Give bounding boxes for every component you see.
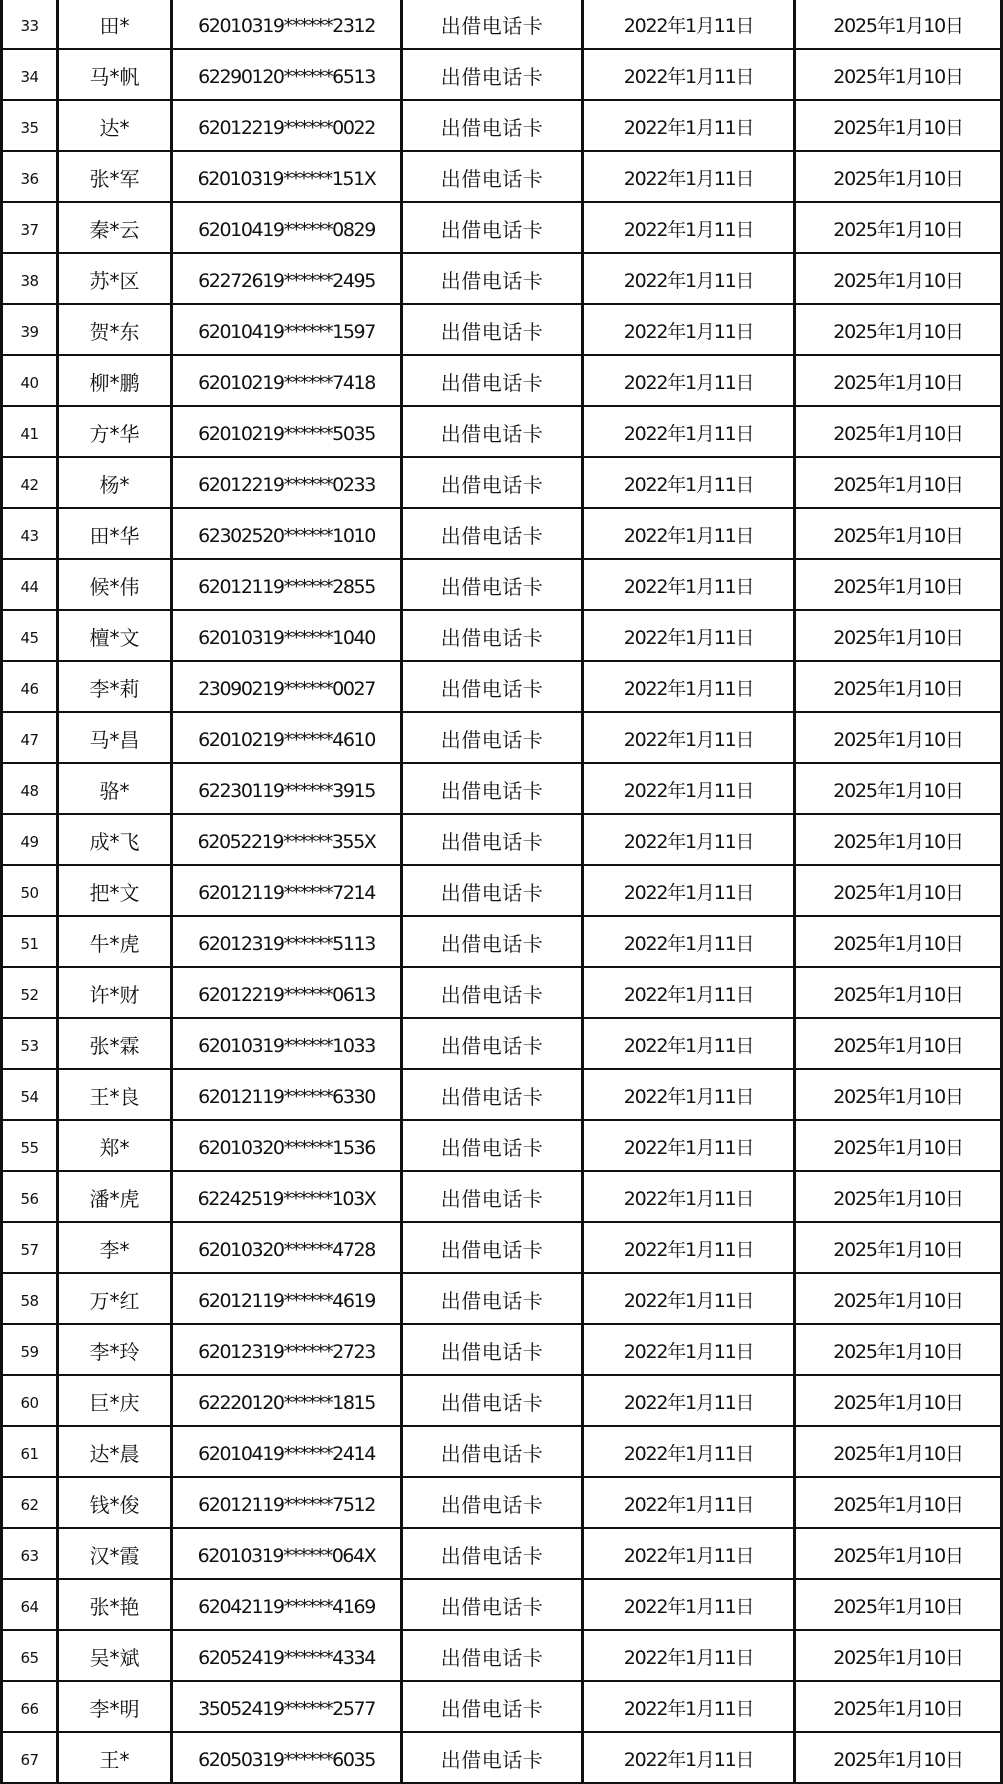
name-cell: 杨* — [58, 457, 172, 508]
offense-type-cell: 出借电话卡 — [402, 406, 583, 457]
id-number-cell: 62010419******0829 — [172, 202, 402, 253]
end-date-cell: 2025年1月10日 — [795, 712, 1002, 763]
start-date-cell: 2022年1月11日 — [583, 1732, 795, 1783]
offense-type-cell: 出借电话卡 — [402, 1375, 583, 1426]
offense-type-cell: 出借电话卡 — [402, 1681, 583, 1732]
end-date-cell: 2025年1月10日 — [795, 355, 1002, 406]
start-date-cell: 2022年1月11日 — [583, 814, 795, 865]
table-row — [2, 1375, 1002, 1426]
end-date-cell: 2025年1月10日 — [795, 1375, 1002, 1426]
table-row — [2, 1630, 1002, 1681]
start-date-cell: 2022年1月11日 — [583, 1681, 795, 1732]
name-cell: 达* — [58, 100, 172, 151]
start-date-cell: 2022年1月11日 — [583, 100, 795, 151]
name-cell: 贺*东 — [58, 304, 172, 355]
serial-number-cell: 41 — [2, 406, 58, 457]
name-cell: 李*明 — [58, 1681, 172, 1732]
offense-type-cell: 出借电话卡 — [402, 916, 583, 967]
offense-type-cell: 出借电话卡 — [402, 1069, 583, 1120]
start-date-cell: 2022年1月11日 — [583, 49, 795, 100]
id-number-cell: 62302520******1010 — [172, 508, 402, 559]
id-number-cell: 62042119******4169 — [172, 1579, 402, 1630]
end-date-cell: 2025年1月10日 — [795, 1120, 1002, 1171]
serial-number-cell: 67 — [2, 1732, 58, 1783]
table-row — [2, 457, 1002, 508]
serial-number-cell: 35 — [2, 100, 58, 151]
offense-type-cell: 出借电话卡 — [402, 151, 583, 202]
serial-number-cell: 57 — [2, 1222, 58, 1273]
table-row — [2, 49, 1002, 100]
id-number-cell: 62010319******151X — [172, 151, 402, 202]
name-cell: 方*华 — [58, 406, 172, 457]
serial-number-cell: 55 — [2, 1120, 58, 1171]
table-row — [2, 1426, 1002, 1477]
name-cell: 李* — [58, 1222, 172, 1273]
table-row — [2, 559, 1002, 610]
serial-number-cell: 50 — [2, 865, 58, 916]
id-number-cell: 62012319******2723 — [172, 1324, 402, 1375]
table-row — [2, 763, 1002, 814]
serial-number-cell: 60 — [2, 1375, 58, 1426]
table-row — [2, 1528, 1002, 1579]
start-date-cell: 2022年1月11日 — [583, 610, 795, 661]
start-date-cell: 2022年1月11日 — [583, 1375, 795, 1426]
name-cell: 秦*云 — [58, 202, 172, 253]
serial-number-cell: 43 — [2, 508, 58, 559]
serial-number-cell: 54 — [2, 1069, 58, 1120]
end-date-cell: 2025年1月10日 — [795, 49, 1002, 100]
start-date-cell: 2022年1月11日 — [583, 1630, 795, 1681]
id-number-cell: 62010319******064X — [172, 1528, 402, 1579]
offense-type-cell: 出借电话卡 — [402, 202, 583, 253]
serial-number-cell: 48 — [2, 763, 58, 814]
serial-number-cell: 66 — [2, 1681, 58, 1732]
name-cell: 吴*斌 — [58, 1630, 172, 1681]
start-date-cell: 2022年1月11日 — [583, 0, 795, 49]
id-number-cell: 62010419******2414 — [172, 1426, 402, 1477]
offense-type-cell: 出借电话卡 — [402, 1018, 583, 1069]
offense-type-cell: 出借电话卡 — [402, 967, 583, 1018]
end-date-cell: 2025年1月10日 — [795, 1681, 1002, 1732]
name-cell: 王*良 — [58, 1069, 172, 1120]
name-cell: 张*军 — [58, 151, 172, 202]
id-number-cell: 62010419******1597 — [172, 304, 402, 355]
id-number-cell: 62012119******7214 — [172, 865, 402, 916]
offense-type-cell: 出借电话卡 — [402, 559, 583, 610]
start-date-cell: 2022年1月11日 — [583, 355, 795, 406]
offense-type-cell: 出借电话卡 — [402, 1630, 583, 1681]
name-cell: 潘*虎 — [58, 1171, 172, 1222]
end-date-cell: 2025年1月10日 — [795, 0, 1002, 49]
id-number-cell: 62012119******6330 — [172, 1069, 402, 1120]
end-date-cell: 2025年1月10日 — [795, 304, 1002, 355]
name-cell: 张*艳 — [58, 1579, 172, 1630]
table-row — [2, 1324, 1002, 1375]
serial-number-cell: 34 — [2, 49, 58, 100]
serial-number-cell: 52 — [2, 967, 58, 1018]
name-cell: 苏*区 — [58, 253, 172, 304]
id-number-cell: 62012219******0613 — [172, 967, 402, 1018]
end-date-cell: 2025年1月10日 — [795, 1477, 1002, 1528]
serial-number-cell: 53 — [2, 1018, 58, 1069]
id-number-cell: 62220120******1815 — [172, 1375, 402, 1426]
name-cell: 巨*庆 — [58, 1375, 172, 1426]
end-date-cell: 2025年1月10日 — [795, 1171, 1002, 1222]
offense-type-cell: 出借电话卡 — [402, 1426, 583, 1477]
start-date-cell: 2022年1月11日 — [583, 1120, 795, 1171]
table-row — [2, 100, 1002, 151]
name-cell: 许*财 — [58, 967, 172, 1018]
id-number-cell: 62010319******1033 — [172, 1018, 402, 1069]
name-cell: 檀*文 — [58, 610, 172, 661]
id-number-cell: 62272619******2495 — [172, 253, 402, 304]
name-cell: 候*伟 — [58, 559, 172, 610]
table-row — [2, 151, 1002, 202]
offense-type-cell: 出借电话卡 — [402, 508, 583, 559]
start-date-cell: 2022年1月11日 — [583, 1273, 795, 1324]
offense-type-cell: 出借电话卡 — [402, 814, 583, 865]
id-number-cell: 62010319******2312 — [172, 0, 402, 49]
end-date-cell: 2025年1月10日 — [795, 1018, 1002, 1069]
start-date-cell: 2022年1月11日 — [583, 1171, 795, 1222]
end-date-cell: 2025年1月10日 — [795, 814, 1002, 865]
serial-number-cell: 36 — [2, 151, 58, 202]
offense-type-cell: 出借电话卡 — [402, 49, 583, 100]
serial-number-cell: 56 — [2, 1171, 58, 1222]
end-date-cell: 2025年1月10日 — [795, 763, 1002, 814]
id-number-cell: 62052419******4334 — [172, 1630, 402, 1681]
start-date-cell: 2022年1月11日 — [583, 1222, 795, 1273]
id-number-cell: 23090219******0027 — [172, 661, 402, 712]
name-cell: 骆* — [58, 763, 172, 814]
start-date-cell: 2022年1月11日 — [583, 865, 795, 916]
offense-type-cell: 出借电话卡 — [402, 661, 583, 712]
id-number-cell: 62010319******1040 — [172, 610, 402, 661]
table-row — [2, 814, 1002, 865]
end-date-cell: 2025年1月10日 — [795, 457, 1002, 508]
id-number-cell: 62012319******5113 — [172, 916, 402, 967]
start-date-cell: 2022年1月11日 — [583, 406, 795, 457]
serial-number-cell: 46 — [2, 661, 58, 712]
name-cell: 万*红 — [58, 1273, 172, 1324]
offense-type-cell: 出借电话卡 — [402, 763, 583, 814]
end-date-cell: 2025年1月10日 — [795, 610, 1002, 661]
table-row — [2, 1018, 1002, 1069]
offense-type-cell: 出借电话卡 — [402, 0, 583, 49]
id-number-cell: 62010219******5035 — [172, 406, 402, 457]
end-date-cell: 2025年1月10日 — [795, 202, 1002, 253]
serial-number-cell: 51 — [2, 916, 58, 967]
name-cell: 汉*霞 — [58, 1528, 172, 1579]
end-date-cell: 2025年1月10日 — [795, 253, 1002, 304]
id-number-cell: 62242519******103X — [172, 1171, 402, 1222]
start-date-cell: 2022年1月11日 — [583, 253, 795, 304]
name-cell: 牛*虎 — [58, 916, 172, 967]
table-row — [2, 1171, 1002, 1222]
offense-type-cell: 出借电话卡 — [402, 865, 583, 916]
offense-type-cell: 出借电话卡 — [402, 1222, 583, 1273]
table-row — [2, 712, 1002, 763]
table-row — [2, 202, 1002, 253]
serial-number-cell: 64 — [2, 1579, 58, 1630]
start-date-cell: 2022年1月11日 — [583, 967, 795, 1018]
name-cell: 李*玲 — [58, 1324, 172, 1375]
offense-type-cell: 出借电话卡 — [402, 712, 583, 763]
offense-type-cell: 出借电话卡 — [402, 610, 583, 661]
end-date-cell: 2025年1月10日 — [795, 406, 1002, 457]
offense-type-cell: 出借电话卡 — [402, 1477, 583, 1528]
start-date-cell: 2022年1月11日 — [583, 661, 795, 712]
end-date-cell: 2025年1月10日 — [795, 1630, 1002, 1681]
table-row — [2, 1477, 1002, 1528]
name-cell: 马*帆 — [58, 49, 172, 100]
offense-type-cell: 出借电话卡 — [402, 457, 583, 508]
end-date-cell: 2025年1月10日 — [795, 865, 1002, 916]
end-date-cell: 2025年1月10日 — [795, 916, 1002, 967]
name-cell: 郑* — [58, 1120, 172, 1171]
id-number-cell: 62010320******4728 — [172, 1222, 402, 1273]
name-cell: 成*飞 — [58, 814, 172, 865]
id-number-cell: 62012119******2855 — [172, 559, 402, 610]
serial-number-cell: 38 — [2, 253, 58, 304]
start-date-cell: 2022年1月11日 — [583, 508, 795, 559]
start-date-cell: 2022年1月11日 — [583, 763, 795, 814]
end-date-cell: 2025年1月10日 — [795, 661, 1002, 712]
end-date-cell: 2025年1月10日 — [795, 967, 1002, 1018]
serial-number-cell: 49 — [2, 814, 58, 865]
serial-number-cell: 65 — [2, 1630, 58, 1681]
start-date-cell: 2022年1月11日 — [583, 1579, 795, 1630]
id-number-cell: 62012219******0022 — [172, 100, 402, 151]
table-row — [2, 1681, 1002, 1732]
serial-number-cell: 47 — [2, 712, 58, 763]
table-row — [2, 865, 1002, 916]
offense-type-cell: 出借电话卡 — [402, 1579, 583, 1630]
start-date-cell: 2022年1月11日 — [583, 457, 795, 508]
end-date-cell: 2025年1月10日 — [795, 151, 1002, 202]
serial-number-cell: 58 — [2, 1273, 58, 1324]
start-date-cell: 2022年1月11日 — [583, 304, 795, 355]
offense-type-cell: 出借电话卡 — [402, 253, 583, 304]
name-cell: 王* — [58, 1732, 172, 1783]
name-cell: 李*莉 — [58, 661, 172, 712]
table-row — [2, 1273, 1002, 1324]
table-row — [2, 0, 1002, 49]
serial-number-cell: 59 — [2, 1324, 58, 1375]
id-number-cell: 62290120******6513 — [172, 49, 402, 100]
end-date-cell: 2025年1月10日 — [795, 508, 1002, 559]
start-date-cell: 2022年1月11日 — [583, 1528, 795, 1579]
offense-type-cell: 出借电话卡 — [402, 355, 583, 406]
table-row — [2, 406, 1002, 457]
name-cell: 马*昌 — [58, 712, 172, 763]
id-number-cell: 62010320******1536 — [172, 1120, 402, 1171]
id-number-cell: 62010219******4610 — [172, 712, 402, 763]
offense-type-cell: 出借电话卡 — [402, 1528, 583, 1579]
table-row — [2, 508, 1002, 559]
table-row — [2, 661, 1002, 712]
start-date-cell: 2022年1月11日 — [583, 1426, 795, 1477]
serial-number-cell: 61 — [2, 1426, 58, 1477]
table-row — [2, 253, 1002, 304]
serial-number-cell: 63 — [2, 1528, 58, 1579]
name-cell: 把*文 — [58, 865, 172, 916]
serial-number-cell: 44 — [2, 559, 58, 610]
start-date-cell: 2022年1月11日 — [583, 916, 795, 967]
id-number-cell: 62012219******0233 — [172, 457, 402, 508]
serial-number-cell: 33 — [2, 0, 58, 49]
end-date-cell: 2025年1月10日 — [795, 1324, 1002, 1375]
id-number-cell: 62050319******6035 — [172, 1732, 402, 1783]
start-date-cell: 2022年1月11日 — [583, 559, 795, 610]
end-date-cell: 2025年1月10日 — [795, 1579, 1002, 1630]
name-cell: 张*霖 — [58, 1018, 172, 1069]
name-cell: 钱*俊 — [58, 1477, 172, 1528]
offense-type-cell: 出借电话卡 — [402, 1273, 583, 1324]
end-date-cell: 2025年1月10日 — [795, 559, 1002, 610]
offense-type-cell: 出借电话卡 — [402, 1324, 583, 1375]
table-row — [2, 1120, 1002, 1171]
offense-type-cell: 出借电话卡 — [402, 1732, 583, 1783]
start-date-cell: 2022年1月11日 — [583, 1069, 795, 1120]
table-row — [2, 916, 1002, 967]
name-cell: 达*晨 — [58, 1426, 172, 1477]
serial-number-cell: 62 — [2, 1477, 58, 1528]
table-row — [2, 1222, 1002, 1273]
end-date-cell: 2025年1月10日 — [795, 1222, 1002, 1273]
table-row — [2, 967, 1002, 1018]
name-cell: 柳*鹏 — [58, 355, 172, 406]
id-number-cell: 35052419******2577 — [172, 1681, 402, 1732]
table-row — [2, 304, 1002, 355]
id-number-cell: 62230119******3915 — [172, 763, 402, 814]
end-date-cell: 2025年1月10日 — [795, 100, 1002, 151]
id-number-cell: 62012119******7512 — [172, 1477, 402, 1528]
start-date-cell: 2022年1月11日 — [583, 202, 795, 253]
end-date-cell: 2025年1月10日 — [795, 1273, 1002, 1324]
serial-number-cell: 42 — [2, 457, 58, 508]
serial-number-cell: 40 — [2, 355, 58, 406]
record-table-body — [2, 0, 1002, 1783]
id-number-cell: 62010219******7418 — [172, 355, 402, 406]
serial-number-cell: 39 — [2, 304, 58, 355]
table-row — [2, 1732, 1002, 1783]
start-date-cell: 2022年1月11日 — [583, 1018, 795, 1069]
table-row — [2, 610, 1002, 661]
offense-type-cell: 出借电话卡 — [402, 1171, 583, 1222]
serial-number-cell: 37 — [2, 202, 58, 253]
offense-type-cell: 出借电话卡 — [402, 1120, 583, 1171]
name-cell: 田* — [58, 0, 172, 49]
start-date-cell: 2022年1月11日 — [583, 151, 795, 202]
start-date-cell: 2022年1月11日 — [583, 712, 795, 763]
end-date-cell: 2025年1月10日 — [795, 1528, 1002, 1579]
name-cell: 田*华 — [58, 508, 172, 559]
table-row — [2, 355, 1002, 406]
start-date-cell: 2022年1月11日 — [583, 1477, 795, 1528]
end-date-cell: 2025年1月10日 — [795, 1426, 1002, 1477]
end-date-cell: 2025年1月10日 — [795, 1069, 1002, 1120]
table-row — [2, 1069, 1002, 1120]
offense-type-cell: 出借电话卡 — [402, 304, 583, 355]
offense-type-cell: 出借电话卡 — [402, 100, 583, 151]
table-row — [2, 1579, 1002, 1630]
start-date-cell: 2022年1月11日 — [583, 1324, 795, 1375]
end-date-cell: 2025年1月10日 — [795, 1732, 1002, 1783]
id-number-cell: 62052219******355X — [172, 814, 402, 865]
id-number-cell: 62012119******4619 — [172, 1273, 402, 1324]
serial-number-cell: 45 — [2, 610, 58, 661]
